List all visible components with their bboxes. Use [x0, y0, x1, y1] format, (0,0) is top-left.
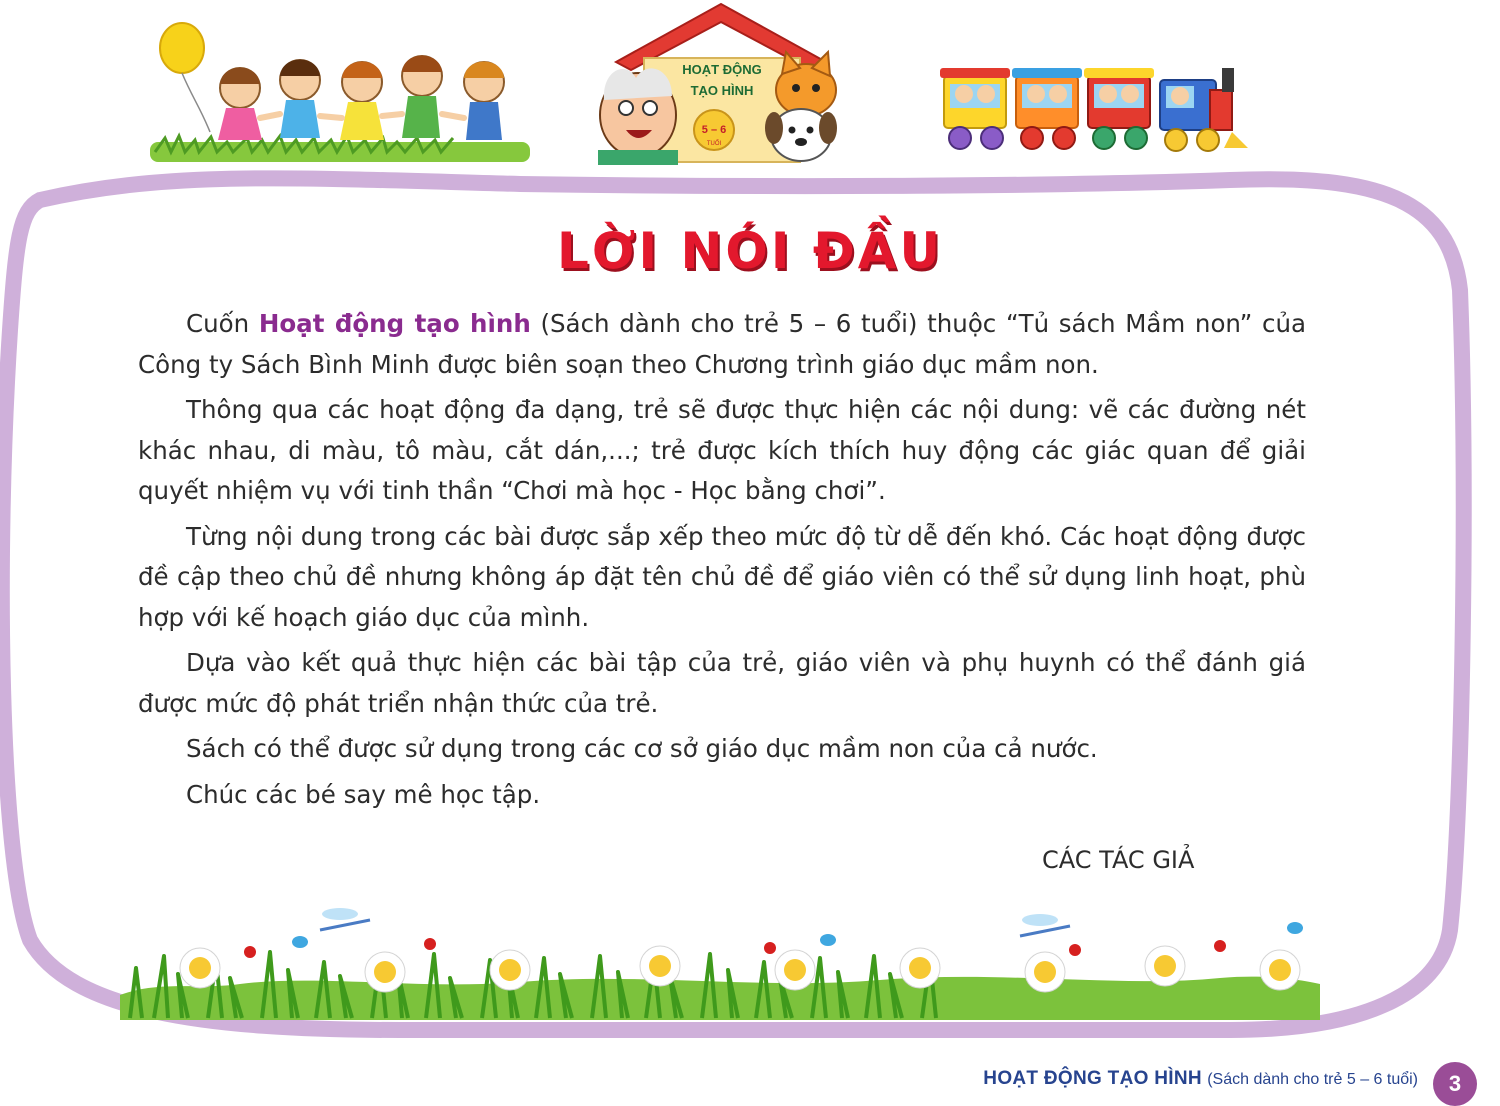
ladybug-icon — [424, 938, 436, 950]
house-logo-line2: TẠO HÌNH — [690, 83, 754, 98]
train-car — [1012, 68, 1082, 149]
book-title-highlight: Hoạt động tạo hình — [258, 309, 531, 338]
butterfly-icon — [292, 922, 1303, 948]
flower-icon — [640, 946, 680, 986]
house-logo-line1: HOẠT ĐỘNG — [682, 62, 762, 77]
flower-icon — [490, 950, 530, 990]
footer-running-title — [983, 1068, 1418, 1090]
paragraph-4: Dựa vào kết quả thực hiện các bài tập của trẻ, giáo viên và phụ huynh có thể đánh giá được mức độ phát triển nhận thức của trẻ. — [138, 648, 1306, 718]
flower-icon — [365, 952, 405, 992]
balloon-icon — [160, 23, 210, 132]
age-badge-subtext: TUỔI — [706, 141, 722, 147]
footer-subtitle: (Sách dành cho trẻ 5 – 6 tuổi) — [1207, 1071, 1418, 1088]
signature: CÁC TÁC GIẢ — [1042, 846, 1195, 874]
flower-icon — [900, 948, 940, 988]
ladybug-icon — [1214, 940, 1226, 952]
footer-book-title: HOẠT ĐỘNG TẠO HÌNH — [983, 1068, 1202, 1089]
paragraph-2: Thông qua các hoạt động đa dạng, trẻ sẽ được thực hiện các nội dung: vẽ các đường nét khác nhau, di màu, tô màu, cắt dán,...; trẻ được kích thích huy động các giác quan để giải quyết nhiệm vụ với tinh thần “Chơi mà học - Học bằng chơi”. — [138, 395, 1306, 505]
child — [280, 60, 320, 139]
child — [340, 62, 384, 141]
ladybug-icon — [244, 946, 256, 958]
dragonfly-icon — [1020, 914, 1070, 936]
house-logo — [596, 0, 856, 165]
child — [464, 62, 504, 141]
page-title: LỜI NÓI ĐẦU — [556, 222, 944, 280]
child — [402, 56, 442, 139]
page-number: 3 — [1433, 1062, 1477, 1106]
paragraph-1: Cuốn Hoạt động tạo hình (Sách dành cho trẻ 5 – 6 tuổi) thuộc “Tủ sách Mầm non” của Công ty Sách Bình Minh được biên soạn theo Chương trình giáo dục mầm non. — [138, 309, 1306, 379]
flower-icon — [1145, 946, 1185, 986]
ladybug-icon — [1069, 944, 1081, 956]
train-car — [940, 68, 1010, 149]
flower-icon — [775, 950, 815, 990]
flower-icon — [1025, 952, 1065, 992]
ladybug-icon — [764, 942, 776, 954]
train-car — [1084, 68, 1154, 149]
paragraph-6: Chúc các bé say mê học tập. — [186, 779, 541, 809]
age-badge-text: 5 – 6 — [701, 124, 727, 136]
dragonfly-icon — [320, 908, 370, 930]
grandpa-illustration — [598, 68, 678, 165]
flower-icon — [1260, 950, 1300, 990]
train-engine — [1160, 68, 1248, 151]
preface-body — [138, 304, 1306, 820]
grass-flowers-illustration — [120, 900, 1320, 1020]
child — [218, 68, 262, 141]
train-illustration — [940, 58, 1250, 158]
children-illustration — [140, 22, 540, 162]
paragraph-5: Sách có thể được sử dụng trong các cơ sở giáo dục mầm non của cả nước. — [186, 734, 1098, 763]
paragraph-3: Từng nội dung trong các bài được sắp xếp theo mức độ từ dễ đến khó. Các hoạt động được đề cập theo chủ đề nhưng không áp đặt tên chủ đề để giáo viên có thể sử dụng linh hoạt, phù hợp với kế hoạch giáo dục của mình. — [138, 521, 1306, 632]
flower-icon — [180, 948, 220, 988]
